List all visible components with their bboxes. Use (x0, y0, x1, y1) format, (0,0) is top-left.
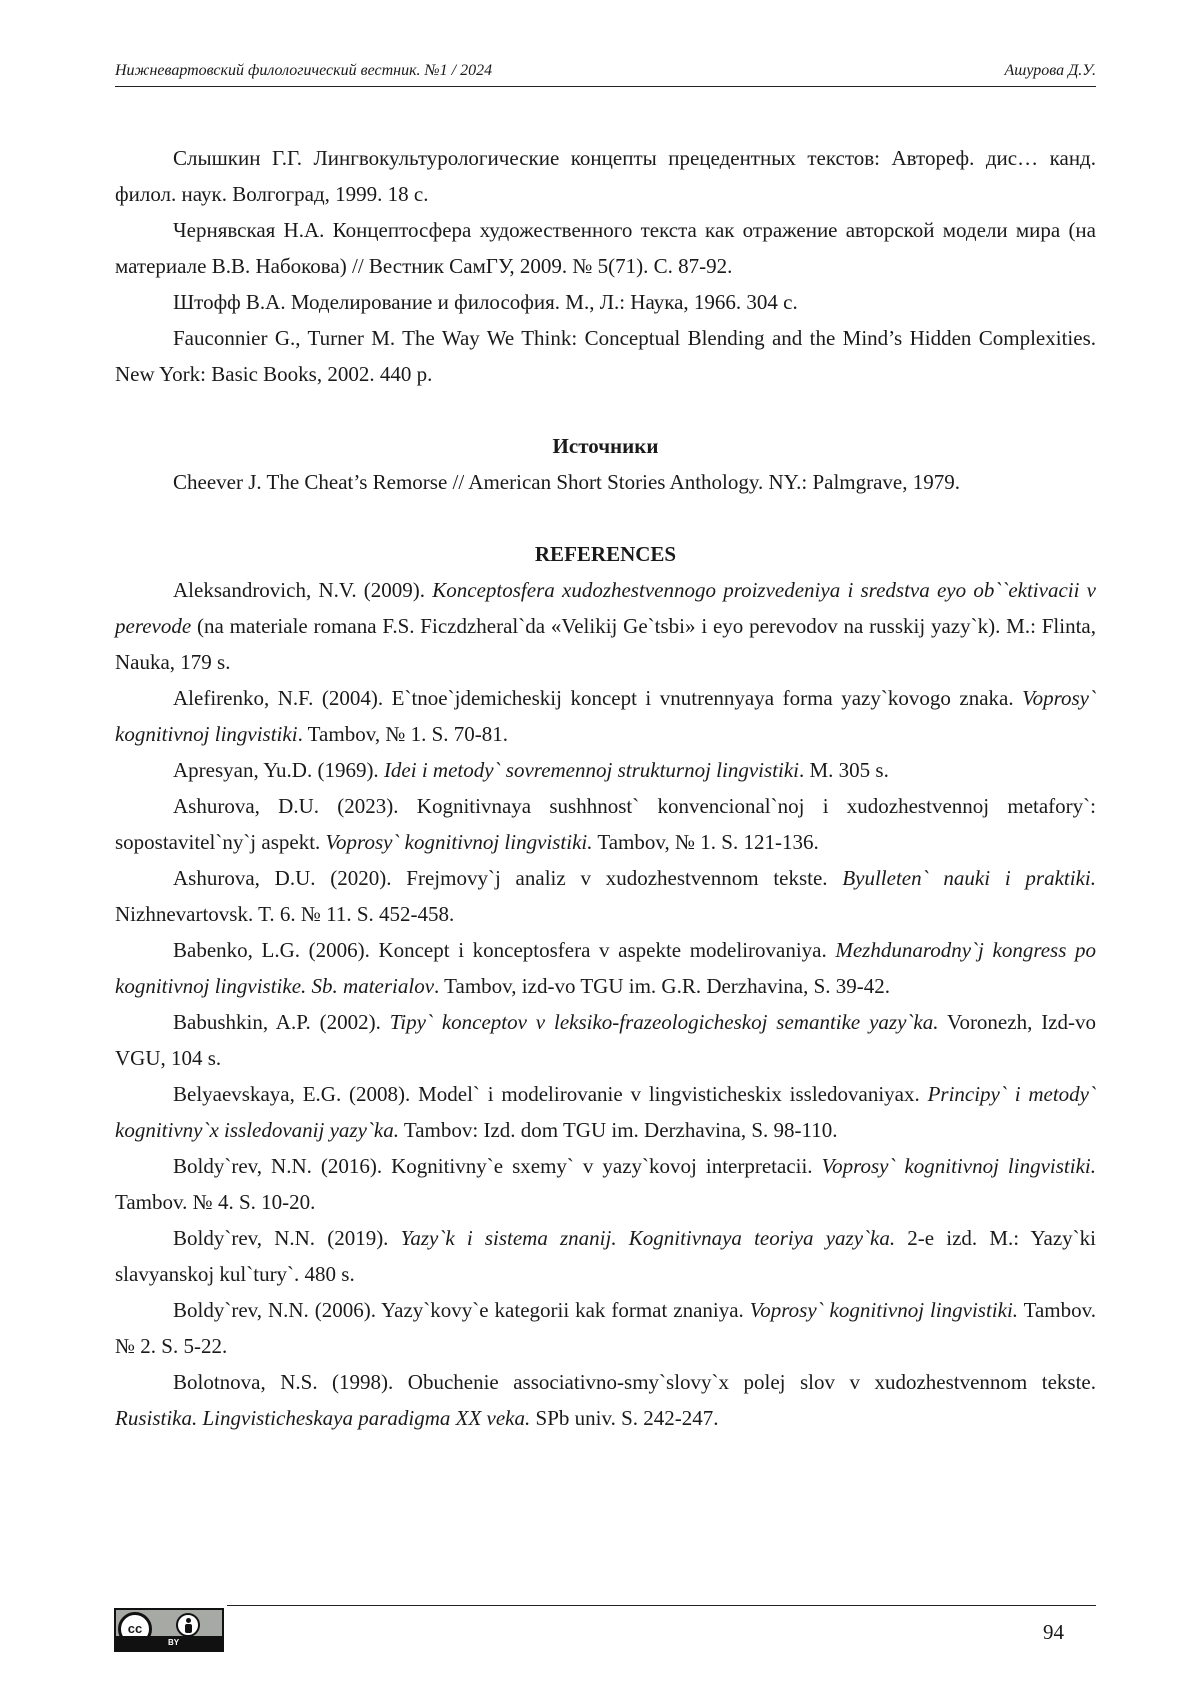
bibliography-entry: Слышкин Г.Г. Лингвокультурологические концепты прецедентных текстов: Автореф. дис… канд. филол. наук. Волгоград, 1999. 18 с. (115, 146, 1096, 206)
reference-entry: Apresyan, Yu.D. (1969). Idei i metody` sovremennoj strukturnoj lingvistiki. M. 305 s. (173, 758, 889, 782)
cc-by-icon[interactable] (114, 1608, 224, 1652)
license-by-label: BY (168, 1638, 180, 1647)
reference-entry: Bolotnova, N.S. (1998). Obuchenie associativno-smy`slovy`x polej slov v xudozhestvennom tekste. Rusistika. Lingvisticheskaya paradigma XX veka. SPb univ. S. 242-247. (115, 1370, 1096, 1430)
footer-rule (227, 1605, 1096, 1606)
bibliography-entry: Fauconnier G., Turner M. The Way We Think: Conceptual Blending and the Mind’s Hidden Complexities. New York: Basic Books, 2002. 440 p. (115, 326, 1096, 386)
running-header (115, 62, 1096, 87)
reference-entry: Boldy`rev, N.N. (2019). Yazy`k i sistema znanij. Kognitivnaya teoriya yazy`ka. 2-e izd. M.: Yazy`ki slavyanskoj kul`tury`. 480 s. (115, 1226, 1097, 1286)
journal-title: Нижневартовский филологический вестник. №1 / 2024 (115, 62, 493, 79)
bibliography-entry: Штофф В.А. Моделирование и философия. М., Л.: Наука, 1966. 304 с. (173, 290, 798, 314)
source-entry: Cheever J. The Cheat’s Remorse // American Short Stories Anthology. NY.: Palmgrave, 1979. (173, 470, 961, 494)
article-author: Ашурова Д.У. (1004, 62, 1096, 79)
reference-entry: Ashurova, D.U. (2023). Kognitivnaya sushhnost` konvencional`noj i xudozhestvennoj metafory`: sopostavitel`ny`j aspekt. Voprosy` kognitivnoj lingvistiki. Tambov, № 1. S. 121-136. (115, 794, 1096, 854)
reference-entry: Alefirenko, N.F. (2004). E`tnoe`jdemicheskij koncept i vnutrennyaya forma yazy`kovogo znaka. Voprosy` kognitivnoj lingvistiki. Tambov, № 1. S. 70-81. (115, 686, 1096, 746)
reference-entry: Boldy`rev, N.N. (2016). Kognitivny`e sxemy` v yazy`kovoj interpretacii. Voprosy` kognitivnoj lingvistiki. Tambov. № 4. S. 10-20. (115, 1154, 1096, 1214)
bibliography-entry: Чернявская Н.А. Концептосфера художественного текста как отражение авторской модели мира (на материале В.В. Набокова) // Вестник СамГУ, 2009. № 5(71). С. 87-92. (115, 218, 1096, 278)
reference-entry: Belyaevskaya, E.G. (2008). Model` i modelirovanie v lingvisticheskix issledovaniyax. Principy` i metody` kognitivny`x issledovanij yazy`ka. Tambov: Izd. dom TGU im. Derzhavina, S. 98-110. (115, 1082, 1096, 1142)
cc-icon: cc (118, 1612, 152, 1646)
reference-entry: Babenko, L.G. (2006). Koncept i konceptosfera v aspekte modelirovaniya. Mezhdunarodny`j kongress po kognitivnoj lingvistike. Sb. materialov. Tambov, izd-vo TGU im. G.R. Derzhavina, S. 39-42. (115, 938, 1096, 998)
page-body (115, 140, 1096, 1436)
page-number: 94 (1043, 1620, 1064, 1644)
reference-entry: Aleksandrovich, N.V. (2009). Konceptosfera xudozhestvennogo proizvedeniya i sredstva eyo ob``ektivacii v perevode (na materiale romana F.S. Ficzdzheral`da «Velikij Ge`tsbi» i eyo perevodov na russkij yazy`k). M.: Flinta, Nauka, 179 s. (115, 578, 1096, 674)
attribution-person-icon (176, 1613, 200, 1637)
reference-entry: Ashurova, D.U. (2020). Frejmovy`j analiz v xudozhestvennom tekste. Byulleten` nauki i praktiki. Nizhnevartovsk. T. 6. № 11. S. 452-458. (115, 866, 1096, 926)
reference-entry: Babushkin, A.P. (2002). Tipy` konceptov v leksiko-frazeologicheskoj semantike yazy`ka. Voronezh, Izd-vo VGU, 104 s. (115, 1010, 1096, 1070)
bibliography-tail (115, 140, 1096, 392)
reference-entry: Boldy`rev, N.N. (2006). Yazy`kovy`e kategorii kak format znaniya. Voprosy` kognitivnoj lingvistiki. Tambov. № 2. S. 5-22. (115, 1298, 1096, 1358)
sources-heading: Источники (552, 434, 659, 458)
references-heading: REFERENCES (534, 542, 677, 566)
